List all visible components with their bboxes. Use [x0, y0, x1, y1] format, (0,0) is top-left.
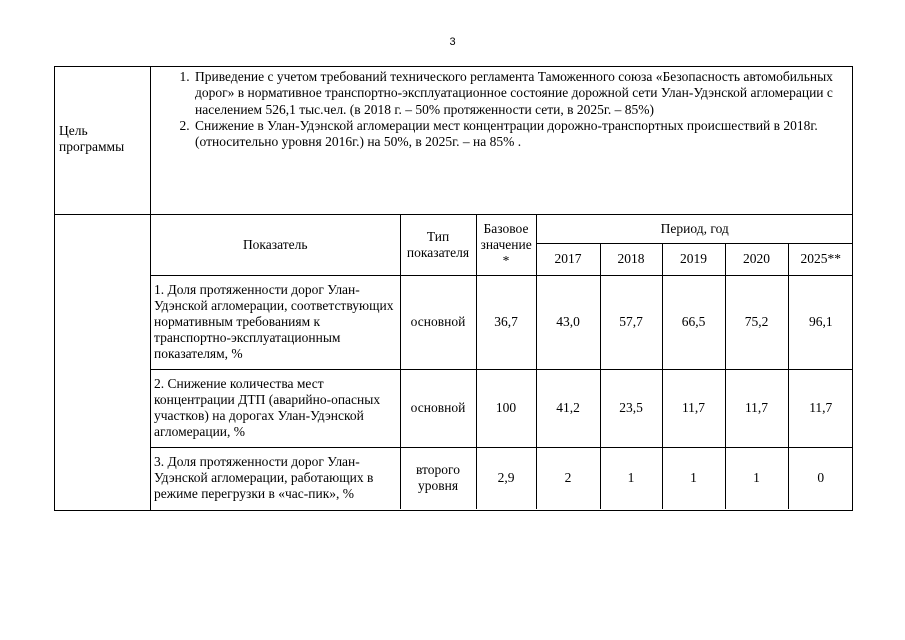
goal-label: Цель программы: [59, 123, 125, 154]
indicator-base: 100: [476, 369, 536, 447]
header-period: Период, год: [536, 215, 853, 243]
header-year: 2020: [725, 243, 788, 275]
header-base: Базовое значение *: [476, 215, 536, 275]
header-year: 2025**: [788, 243, 853, 275]
indicator-value: 0: [788, 447, 853, 509]
indicators-cell: [151, 215, 853, 511]
indicator-type: основной: [400, 275, 476, 369]
table-row: [151, 275, 853, 369]
indicator-value: 1: [662, 447, 725, 509]
indicator-value: 11,7: [788, 369, 853, 447]
header-type: Тип показателя: [400, 215, 476, 275]
header-year: 2019: [662, 243, 725, 275]
indicator-name: 1. Доля протяженности дорог Улан-Удэнской агломерации, соответствующих нормативным требованиям к транспортно-эксплуатационным показателям, %: [151, 275, 400, 369]
indicator-value: 11,7: [725, 369, 788, 447]
indicator-value: 57,7: [600, 275, 662, 369]
indicator-value: 23,5: [600, 369, 662, 447]
indicator-value: 75,2: [725, 275, 788, 369]
indicator-value: 41,2: [536, 369, 600, 447]
indicator-name: 3. Доля протяженности дорог Улан-Удэнской агломерации, работающих в режиме перегрузки в «час-пик», %: [151, 447, 400, 509]
header-year: 2017: [536, 243, 600, 275]
indicator-value: 96,1: [788, 275, 853, 369]
goal-item-1: 1. Приведение с учетом требований технического регламента Таможенного союза «Безопасность автомобильных дорог» в нормативное транспортно-эксплуатационное состояние дорожной сети Улан-Удэнской агломерации с населением 526,1 тыс.чел. (в 2018 г. – 50% протяженности сети, в 2025г. – 85%): [193, 69, 842, 118]
indicator-name: 2. Снижение количества мест концентрации ДТП (аварийно-опасных участков) на дорогах Улан-Удэнской агломерации, %: [151, 369, 400, 447]
indicator-value: 11,7: [662, 369, 725, 447]
indicators-label-cell: [55, 215, 151, 511]
indicator-value: 2: [536, 447, 600, 509]
indicator-value: 1: [725, 447, 788, 509]
indicator-type: второго уровня: [400, 447, 476, 509]
goal-label-cell: [55, 67, 151, 215]
goal-item-2: 2. Снижение в Улан-Удэнской агломерации мест концентрации дорожно-транспортных происшествий в 2018г. (относительно уровня 2016г.) на 50%, в 2025г. – на 85% .: [193, 118, 842, 151]
goal-list: [151, 69, 852, 150]
indicator-value: 43,0: [536, 275, 600, 369]
page-number: 3: [449, 36, 456, 48]
table-row: [151, 369, 853, 447]
indicator-base: 36,7: [476, 275, 536, 369]
header-year: 2018: [600, 243, 662, 275]
header-indicator: Показатель: [151, 215, 400, 275]
table-row: [151, 447, 853, 509]
program-passport-table: [54, 66, 853, 511]
indicator-type: основной: [400, 369, 476, 447]
indicator-value: 1: [600, 447, 662, 509]
goal-content-cell: [151, 67, 853, 215]
indicator-base: 2,9: [476, 447, 536, 509]
indicators-table: [151, 215, 853, 509]
indicator-value: 66,5: [662, 275, 725, 369]
